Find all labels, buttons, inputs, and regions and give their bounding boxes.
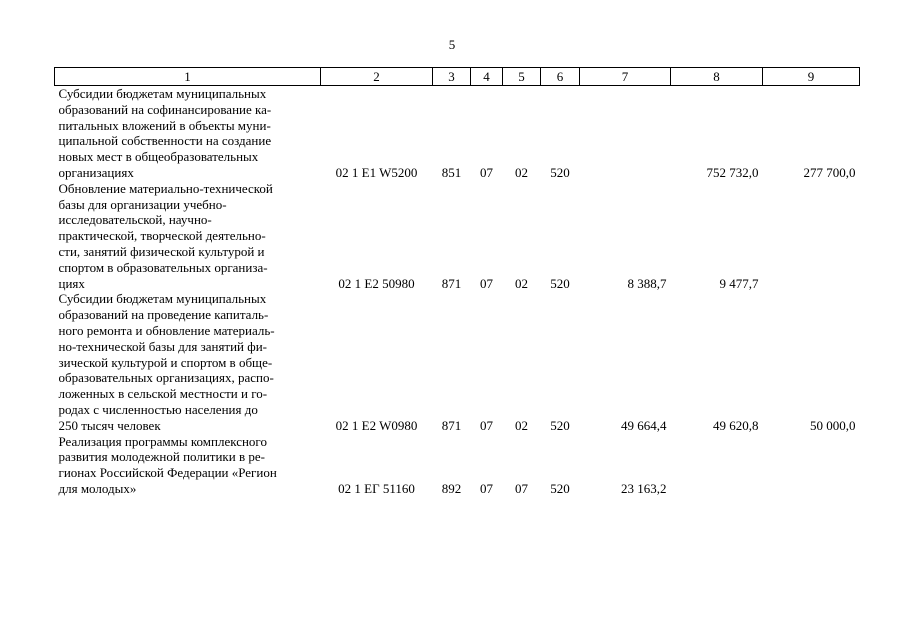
description-line: новых мест в общеобразовательных — [58, 149, 259, 165]
budget-table — [54, 67, 860, 497]
header-col-5: 5 — [503, 68, 541, 86]
description-line: гионах Российской Федерации «Регион — [58, 465, 277, 481]
description-line: практической, творческой деятельно- — [58, 228, 266, 244]
row-col-3: 892 — [441, 480, 462, 496]
description-line: ного ремонта и обновление материаль- — [58, 322, 275, 338]
table-row — [55, 291, 860, 433]
header-col-8: 8 — [671, 68, 763, 86]
header-col-7: 7 — [580, 68, 671, 86]
description-line: сти, занятий физической культурой и — [58, 243, 265, 259]
description-line: образовательных организациях, распо- — [58, 370, 274, 386]
description-line: родах с численностью населения до — [58, 401, 258, 417]
table-row — [55, 86, 860, 181]
description-line: Субсидии бюджетам муниципальных — [58, 86, 267, 101]
row-col-5: 02 — [515, 275, 528, 291]
description-line: Субсидии бюджетам муниципальных — [58, 291, 267, 307]
header-row — [55, 68, 860, 86]
row-description — [55, 181, 321, 292]
row-col-9: 277 700,0 — [803, 164, 856, 180]
header-col-2: 2 — [321, 68, 433, 86]
header-col-6: 6 — [541, 68, 580, 86]
row-col-3: 871 — [441, 417, 462, 433]
description-line: но-технической базы для занятий фи- — [58, 338, 267, 354]
row-description — [55, 434, 321, 497]
description-line: циях — [58, 275, 85, 291]
description-line: Реализация программы комплексного — [58, 433, 267, 449]
description-line: развития молодежной политики в ре- — [58, 449, 265, 465]
row-code: 02 1 E1 W5200 — [335, 164, 418, 180]
row-col-9: 50 000,0 — [810, 417, 856, 433]
row-code: 02 1 E2 W0980 — [335, 417, 418, 433]
page-number: 5 — [448, 37, 456, 52]
row-col-5: 02 — [515, 164, 528, 180]
description-line: питальных вложений в объекты муни- — [58, 117, 271, 133]
row-col-7: 23 163,2 — [621, 480, 667, 496]
description-line: спортом в образовательных организа- — [58, 259, 268, 275]
row-col-8: 9 477,7 — [719, 275, 759, 291]
description-line: ципальной собственности на создание — [58, 133, 272, 149]
row-col-6: 520 — [550, 480, 570, 496]
header-col-4: 4 — [471, 68, 503, 86]
row-col-4: 07 — [480, 480, 493, 496]
row-col-9 — [763, 181, 860, 292]
description-line: ложенных в сельской местности и го- — [58, 386, 268, 402]
header-col-1: 1 — [55, 68, 321, 86]
row-code: 02 1 E2 50980 — [338, 275, 415, 291]
row-col-5: 02 — [515, 417, 528, 433]
row-col-9 — [763, 434, 860, 497]
table-row — [55, 434, 860, 497]
row-col-3: 871 — [441, 275, 462, 291]
header-col-9: 9 — [763, 68, 860, 86]
row-col-8: 752 732,0 — [706, 164, 759, 180]
row-col-7: 8 388,7 — [627, 275, 667, 291]
description-line: образований на проведение капиталь- — [58, 307, 269, 323]
description-line: 250 тысяч человек — [58, 417, 161, 433]
row-description — [55, 291, 321, 433]
row-col-5: 07 — [515, 480, 528, 496]
description-line: исследовательской, научно- — [58, 212, 212, 228]
description-line: зической культурой и спортом в обще- — [58, 354, 273, 370]
table-body — [55, 86, 860, 497]
row-col-7 — [580, 86, 671, 181]
description-line: организациях — [58, 164, 134, 180]
row-col-8: 49 620,8 — [713, 417, 759, 433]
row-col-8 — [671, 434, 763, 497]
table-row — [55, 181, 860, 292]
row-description — [55, 86, 321, 181]
table-header — [55, 68, 860, 86]
row-col-6: 520 — [550, 164, 570, 180]
row-col-6: 520 — [550, 275, 570, 291]
header-col-3: 3 — [433, 68, 471, 86]
row-col-6: 520 — [550, 417, 570, 433]
row-col-4: 07 — [480, 275, 493, 291]
description-line: Обновление материально-технической — [58, 180, 273, 196]
description-line: базы для организации учебно- — [58, 196, 227, 212]
row-col-7: 49 664,4 — [621, 417, 667, 433]
description-line: для молодых» — [58, 480, 137, 496]
row-col-4: 07 — [480, 164, 493, 180]
row-col-3: 851 — [441, 164, 462, 180]
description-line: образований на софинансирование ка- — [58, 101, 272, 117]
row-code: 02 1 ЕГ 51160 — [338, 480, 415, 496]
row-col-4: 07 — [480, 417, 493, 433]
